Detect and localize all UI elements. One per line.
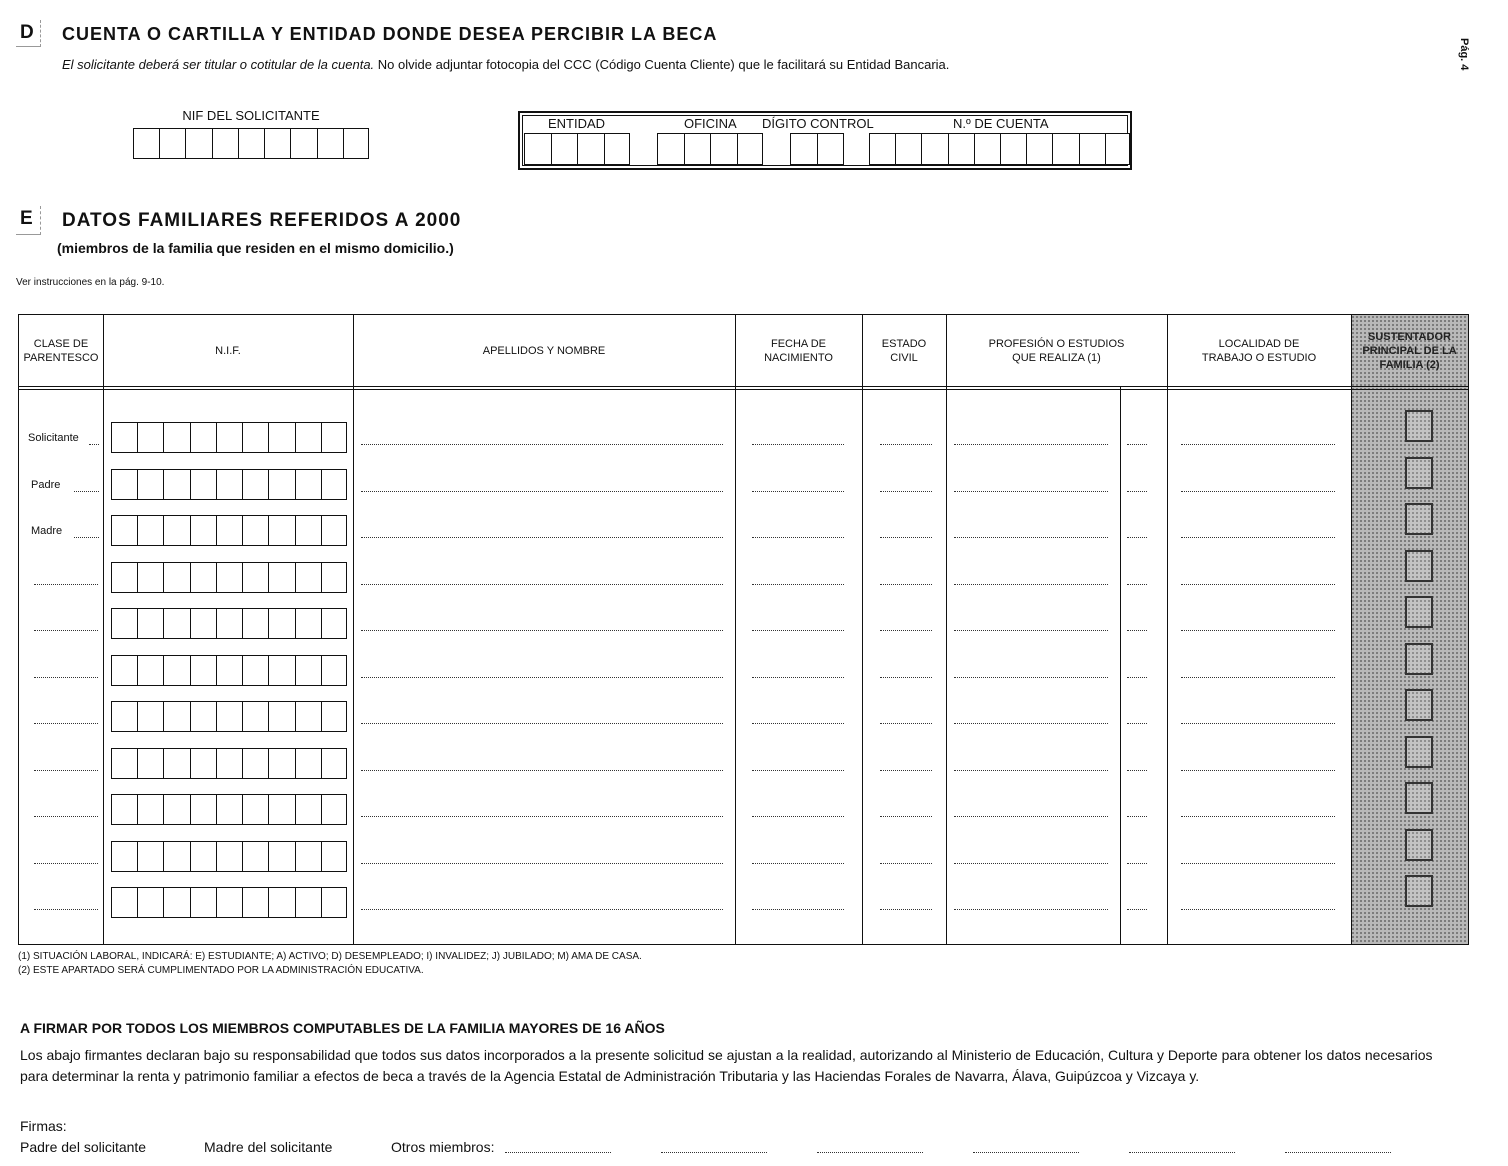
row-estado-field[interactable] xyxy=(880,863,932,864)
row-localidad-field[interactable] xyxy=(1181,584,1335,585)
header-localidad: LOCALIDAD DE TRABAJO O ESTUDIO xyxy=(1201,337,1317,364)
row-fecha-field[interactable] xyxy=(752,491,844,492)
row-sustentador-checkbox[interactable] xyxy=(1405,503,1433,535)
signature-line[interactable] xyxy=(1129,1152,1235,1153)
col-divider xyxy=(1120,387,1121,944)
row-fecha-field[interactable] xyxy=(752,630,844,631)
row-estado-field[interactable] xyxy=(880,630,932,631)
row-profesion-field[interactable] xyxy=(954,491,1108,492)
row-localidad-field[interactable] xyxy=(1181,630,1335,631)
row-localidad-field[interactable] xyxy=(1181,444,1335,445)
oficina-label: OFICINA xyxy=(684,116,737,131)
digito-control-label: DÍGITO CONTROL xyxy=(762,116,874,131)
signature-line[interactable] xyxy=(1285,1152,1391,1153)
row-sustentador-checkbox[interactable] xyxy=(1405,550,1433,582)
nif-solicitante-label: NIF DEL SOLICITANTE xyxy=(182,108,320,123)
row-profesion-field[interactable] xyxy=(954,723,1108,724)
header-sustentador: SUSTENTADOR PRINCIPAL DE LA FAMILIA (2) xyxy=(1362,330,1457,371)
row-apellidos-field[interactable] xyxy=(361,677,723,678)
digito-control-boxes[interactable] xyxy=(790,133,844,165)
row-nif-boxes[interactable] xyxy=(111,515,347,546)
row-apellidos-field[interactable] xyxy=(361,537,723,538)
row-nif-boxes[interactable] xyxy=(111,655,347,686)
row-sustentador-checkbox[interactable] xyxy=(1405,689,1433,721)
row-nif-boxes[interactable] xyxy=(111,469,347,500)
row-sustentador-checkbox[interactable] xyxy=(1405,736,1433,768)
row-profesion-code-field[interactable] xyxy=(1127,677,1147,678)
row-apellidos-field[interactable] xyxy=(361,770,723,771)
row-estado-field[interactable] xyxy=(880,584,932,585)
row-nif-boxes[interactable] xyxy=(111,562,347,593)
row-localidad-field[interactable] xyxy=(1181,723,1335,724)
entidad-boxes[interactable] xyxy=(524,133,630,165)
row-estado-field[interactable] xyxy=(880,491,932,492)
signature-line[interactable] xyxy=(973,1152,1079,1153)
row-sustentador-checkbox[interactable] xyxy=(1405,410,1433,442)
header-divider xyxy=(19,386,1468,387)
row-estado-field[interactable] xyxy=(880,816,932,817)
section-d-title: CUENTA O CARTILLA Y ENTIDAD DONDE DESEA PERCIBIR LA BECA xyxy=(62,24,718,44)
row-profesion-field[interactable] xyxy=(954,630,1108,631)
row-profesion-field[interactable] xyxy=(954,816,1108,817)
row-label-dots[interactable] xyxy=(34,584,98,585)
row-estado-field[interactable] xyxy=(880,909,932,910)
madre-signature-label: Madre del solicitante xyxy=(204,1139,333,1155)
row-profesion-field[interactable] xyxy=(954,863,1108,864)
row-label-dots[interactable] xyxy=(34,630,98,631)
row-fecha-field[interactable] xyxy=(752,677,844,678)
row-sustentador-checkbox[interactable] xyxy=(1405,782,1433,814)
row-localidad-field[interactable] xyxy=(1181,816,1335,817)
row-profesion-field[interactable] xyxy=(954,537,1108,538)
otros-signature-label: Otros miembros: xyxy=(391,1139,495,1155)
header-fecha: FECHA DE NACIMIENTO xyxy=(764,337,833,364)
signatures-declaration: Los abajo firmantes declaran bajo su responsabilidad que todos sus datos incorporados a la presente solicitud se ajustan a la realidad, autorizando al Ministerio de Educación, Cultura y Deporte para obtener los datos necesarios para determinar la renta y patrimonio familiar a efectos de beca a través de la Agencia Estatal de Administración Tributaria y las Haciendas Forales de Navarra, Álava, Guipúzcoa y Vizcaya y. xyxy=(20,1047,1433,1084)
row-label: Padre xyxy=(31,479,61,491)
col-divider xyxy=(353,315,354,944)
row-profesion-code-field[interactable] xyxy=(1127,491,1147,492)
row-label: Solicitante xyxy=(28,432,79,444)
row-nif-boxes[interactable] xyxy=(111,701,347,732)
padre-signature-label: Padre del solicitante xyxy=(20,1139,147,1155)
numero-cuenta-boxes[interactable] xyxy=(869,133,1130,165)
row-fecha-field[interactable] xyxy=(752,863,844,864)
row-sustentador-checkbox[interactable] xyxy=(1405,875,1433,907)
section-e-letter: E xyxy=(20,208,33,229)
signatures-heading: A FIRMAR POR TODOS LOS MIEMBROS COMPUTABLES DE LA FAMILIA MAYORES DE 16 AÑOS xyxy=(20,1020,665,1036)
row-label-dots[interactable] xyxy=(34,863,98,864)
row-fecha-field[interactable] xyxy=(752,444,844,445)
signature-line[interactable] xyxy=(817,1152,923,1153)
col-divider xyxy=(735,315,736,944)
header-apellidos: APELLIDOS Y NOMBRE xyxy=(482,344,606,357)
header-profesion: PROFESIÓN O ESTUDIOS QUE REALIZA (1) xyxy=(988,337,1125,364)
row-profesion-code-field[interactable] xyxy=(1127,584,1147,585)
row-apellidos-field[interactable] xyxy=(361,909,723,910)
row-fecha-field[interactable] xyxy=(752,537,844,538)
row-estado-field[interactable] xyxy=(880,677,932,678)
row-profesion-code-field[interactable] xyxy=(1127,816,1147,817)
row-profesion-code-field[interactable] xyxy=(1127,537,1147,538)
row-estado-field[interactable] xyxy=(880,537,932,538)
family-table xyxy=(18,314,1469,945)
page-number: Pág. 4 xyxy=(1458,38,1470,71)
footnote-1: (1) SITUACIÓN LABORAL, INDICARÁ: E) ESTUDIANTE; A) ACTIVO; D) DESEMPLEADO; I) INVALIDEZ; J) JUBILADO; M) AMA DE CASA. xyxy=(18,951,642,962)
section-e-title: DATOS FAMILIARES REFERIDOS A 2000 xyxy=(62,210,462,231)
row-localidad-field[interactable] xyxy=(1181,770,1335,771)
row-label: Madre xyxy=(31,525,63,537)
row-localidad-field[interactable] xyxy=(1181,677,1335,678)
row-profesion-field[interactable] xyxy=(954,444,1108,445)
row-fecha-field[interactable] xyxy=(752,723,844,724)
row-fecha-field[interactable] xyxy=(752,909,844,910)
firmas-label: Firmas: xyxy=(20,1118,67,1134)
row-label-dots[interactable] xyxy=(34,909,98,910)
row-sustentador-checkbox[interactable] xyxy=(1405,596,1433,628)
numero-cuenta-label: N.º DE CUENTA xyxy=(953,116,1049,131)
section-d-note xyxy=(62,57,949,72)
header-clase: CLASE DE PARENTESCO xyxy=(23,337,99,364)
header-divider-2 xyxy=(19,389,1468,390)
row-label-dots[interactable] xyxy=(34,770,98,771)
col-divider xyxy=(1167,315,1168,944)
row-estado-field[interactable] xyxy=(880,444,932,445)
row-label-dots xyxy=(74,537,99,538)
section-e-subtitle: (miembros de la familia que residen en el mismo domicilio.) xyxy=(57,240,454,256)
row-fecha-field[interactable] xyxy=(752,584,844,585)
row-apellidos-field[interactable] xyxy=(361,816,723,817)
row-label-dots[interactable] xyxy=(34,816,98,817)
row-profesion-field[interactable] xyxy=(954,770,1108,771)
col-divider xyxy=(862,315,863,944)
header-nif: N.I.F. xyxy=(215,344,241,357)
row-profesion-code-field[interactable] xyxy=(1127,863,1147,864)
oficina-boxes[interactable] xyxy=(657,133,763,165)
signature-line[interactable] xyxy=(661,1152,767,1153)
row-localidad-field[interactable] xyxy=(1181,537,1335,538)
row-nif-boxes[interactable] xyxy=(111,748,347,779)
row-profesion-code-field[interactable] xyxy=(1127,630,1147,631)
row-estado-field[interactable] xyxy=(880,723,932,724)
row-label-dots[interactable] xyxy=(34,723,98,724)
section-d-note-italic: El solicitante deberá ser titular o cotitular de la cuenta. xyxy=(62,57,375,72)
row-sustentador-checkbox[interactable] xyxy=(1405,829,1433,861)
row-nif-boxes[interactable] xyxy=(111,608,347,639)
col-divider xyxy=(946,315,947,944)
row-profesion-code-field[interactable] xyxy=(1127,770,1147,771)
col-divider xyxy=(103,315,104,944)
row-profesion-code-field[interactable] xyxy=(1127,444,1147,445)
row-estado-field[interactable] xyxy=(880,770,932,771)
row-localidad-field[interactable] xyxy=(1181,491,1335,492)
row-label-dots[interactable] xyxy=(34,677,98,678)
instructions-note: Ver instrucciones en la pág. 9-10. xyxy=(16,277,165,288)
signature-line[interactable] xyxy=(505,1152,611,1153)
section-d-letter: D xyxy=(20,22,34,43)
row-apellidos-field[interactable] xyxy=(361,444,723,445)
section-d-note-rest: No olvide adjuntar fotocopia del CCC (Código Cuenta Cliente) que le facilitará su Entidad Bancaria. xyxy=(374,57,950,72)
header-estado: ESTADO CIVIL xyxy=(881,337,927,364)
row-nif-boxes[interactable] xyxy=(111,841,347,872)
row-localidad-field[interactable] xyxy=(1181,909,1335,910)
row-localidad-field[interactable] xyxy=(1181,863,1335,864)
row-apellidos-field[interactable] xyxy=(361,491,723,492)
row-profesion-code-field[interactable] xyxy=(1127,909,1147,910)
row-apellidos-field[interactable] xyxy=(361,630,723,631)
col-divider xyxy=(1351,315,1352,944)
row-label-dots xyxy=(74,491,99,492)
row-profesion-field[interactable] xyxy=(954,584,1108,585)
row-apellidos-field[interactable] xyxy=(361,863,723,864)
row-sustentador-checkbox[interactable] xyxy=(1405,457,1433,489)
row-profesion-code-field[interactable] xyxy=(1127,723,1147,724)
row-nif-boxes[interactable] xyxy=(111,422,347,453)
row-fecha-field[interactable] xyxy=(752,770,844,771)
nif-solicitante-boxes[interactable] xyxy=(133,128,369,159)
row-profesion-field[interactable] xyxy=(954,677,1108,678)
row-nif-boxes[interactable] xyxy=(111,794,347,825)
row-nif-boxes[interactable] xyxy=(111,887,347,918)
row-fecha-field[interactable] xyxy=(752,816,844,817)
row-sustentador-checkbox[interactable] xyxy=(1405,643,1433,675)
row-label-dots xyxy=(89,444,99,445)
row-apellidos-field[interactable] xyxy=(361,723,723,724)
footnote-2: (2) ESTE APARTADO SERÁ CUMPLIMENTADO POR LA ADMINISTRACIÓN EDUCATIVA. xyxy=(18,965,424,976)
row-profesion-field[interactable] xyxy=(954,909,1108,910)
row-apellidos-field[interactable] xyxy=(361,584,723,585)
entidad-label: ENTIDAD xyxy=(548,116,606,131)
